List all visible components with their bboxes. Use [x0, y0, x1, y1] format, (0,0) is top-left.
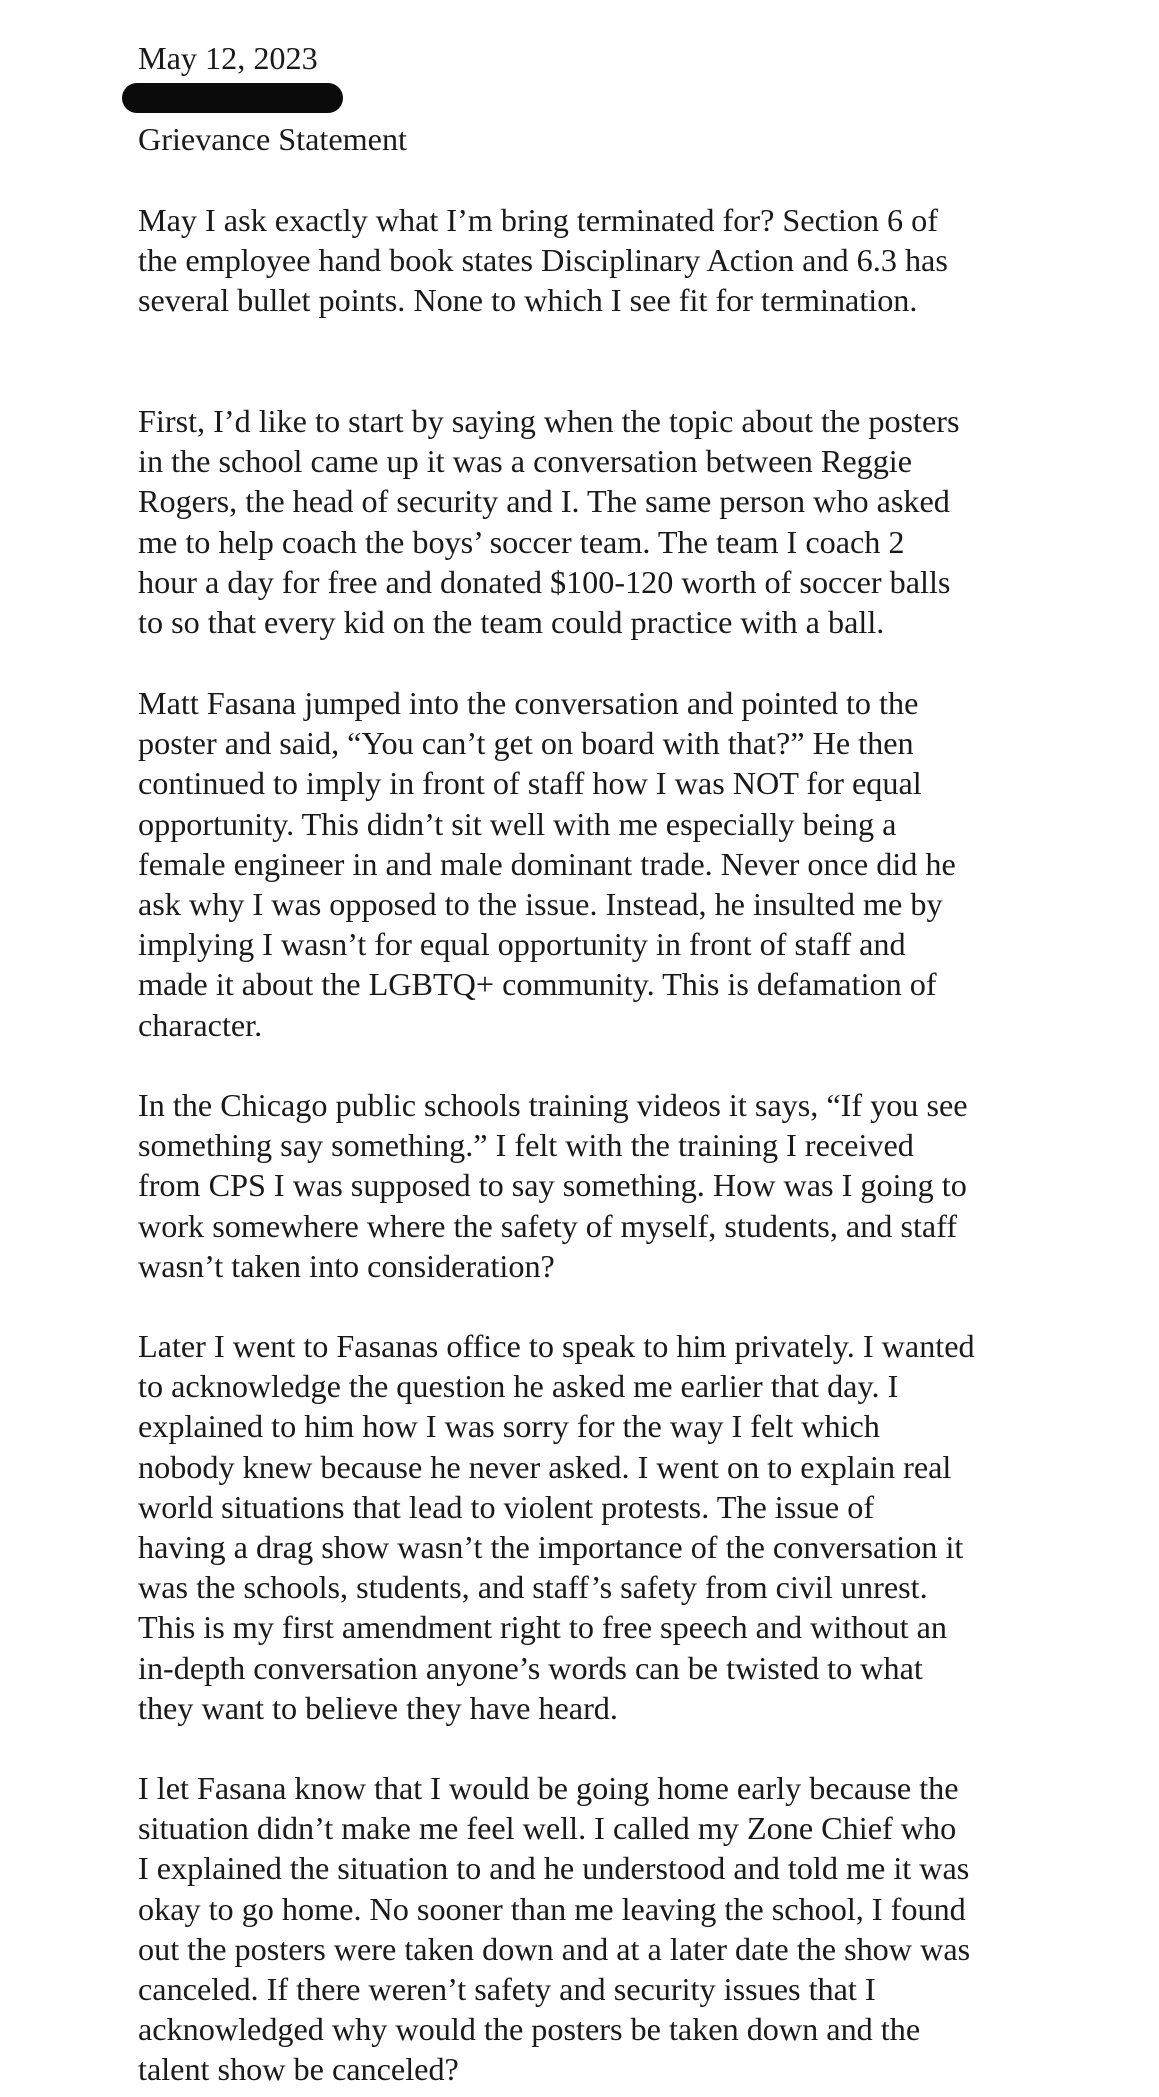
paragraph-posters-conversation: First, I’d like to start by saying when the topic about the posters in the school came up it was a conversation between Reggie Rogers, the head of security and I. The same person who asked me to help coach the boys’ soccer team. The team I coach 2 hour a day for free and donated $100-120 worth of soccer balls to so that every kid on the team could practice with a ball.: [138, 403, 960, 641]
document-date: May 12, 2023: [138, 40, 318, 76]
document-title: Grievance Statement: [138, 121, 408, 157]
paragraph-cps-training: In the Chicago public schools training videos it says, “If you see something say something.” I felt with the training I received from CPS I was supposed to say something. How was I going to work somewhere where the safety of myself, students, and staff wasn’t taken into consideration?: [138, 1087, 968, 1284]
redaction-mark-edge: [134, 92, 156, 106]
paragraph-fasana-comment: Matt Fasana jumped into the conversation and pointed to the poster and said, “You can’t get on board with that?” He then continued to imply in front of staff how I was NOT for equal opportunity. This didn’t sit well with me especially being a female engineer in and male dominant trade. Never once did he ask why I was opposed to the issue. Instead, he insulted me by implying I wasn’t for equal opportunity in front of staff and made it about the LGBTQ+ community. This is defamation of character.: [138, 685, 956, 1043]
paragraph-office-meeting: Later I went to Fasanas office to speak to him privately. I wanted to acknowledge the question he asked me earlier that day. I explained to him how I was sorry for the way I felt which nobody knew because he never asked. I went on to explain real world situations that lead to violent protests. The issue of having a drag show wasn’t the importance of the conversation it was the schools, students, and staff’s safety from civil unrest. This is my first amendment right to free speech and without an in-depth conversation anyone’s words can be twisted to what they want to believe they have heard.: [138, 1328, 975, 1726]
paragraph-going-home: I let Fasana know that I would be going home early because the situation didn’t make me feel well. I called my Zone Chief who I explained the situation to and he understood and told me it was okay to go home. No sooner than me leaving the school, I found out the posters were taken down and at a later date the show was canceled. If there weren’t safety and security issues that I acknowledged why would the posters be taken down and the talent show be canceled?: [138, 1770, 971, 2088]
paragraph-question: May I ask exactly what I’m bring terminated for? Section 6 of the employee hand book states Disciplinary Action and 6.3 has several bullet points. None to which I see fit for termination.: [138, 202, 948, 319]
